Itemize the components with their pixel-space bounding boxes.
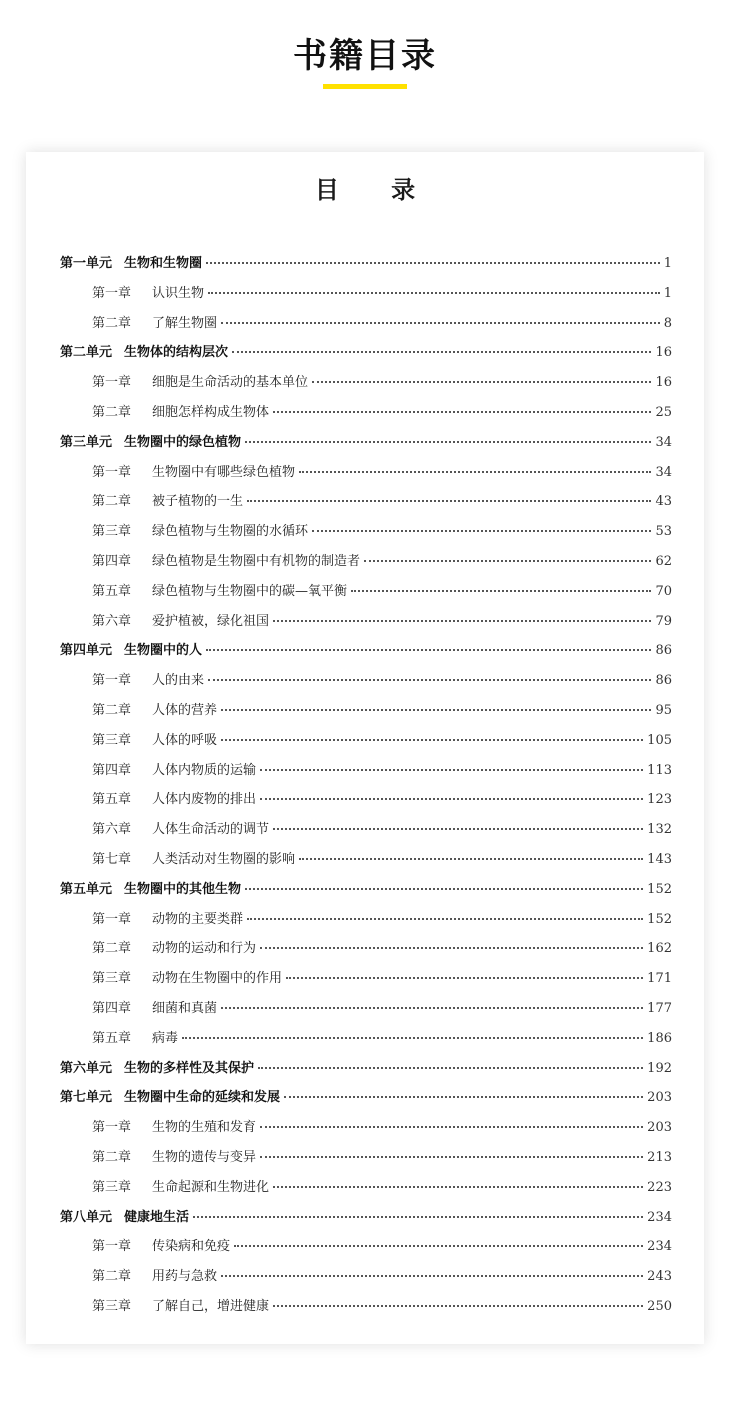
- toc-page-number: 171: [647, 971, 672, 987]
- toc-entry-title: 被子植物的一生: [152, 494, 244, 510]
- toc-unit-row: [60, 341, 672, 371]
- toc-entry-number: 第五单元: [60, 881, 113, 897]
- dot-leader: [245, 888, 643, 890]
- toc-page-number: 223: [647, 1179, 672, 1195]
- dot-leader: [206, 649, 651, 651]
- toc-entry-title: 人体生命活动的调节: [152, 822, 270, 838]
- toc-entry-number: 第四单元: [60, 643, 113, 659]
- toc-chapter-row: [60, 848, 672, 878]
- dot-leader: [193, 1216, 643, 1218]
- toc-page-number: 250: [647, 1298, 672, 1314]
- toc-page-number: 203: [647, 1090, 672, 1106]
- dot-leader: [364, 560, 651, 562]
- dot-leader: [221, 739, 643, 741]
- dot-leader: [273, 1186, 643, 1188]
- title-underline: [323, 84, 407, 89]
- toc-entry-title: 生物圈中有哪些绿色植物: [152, 464, 296, 480]
- dot-leader: [273, 1305, 643, 1307]
- toc-chapter-row: [60, 1146, 672, 1176]
- toc-entry-number: 第一章: [92, 1120, 132, 1136]
- toc-page-number: 1: [663, 256, 672, 271]
- toc-chapter-row: [60, 759, 672, 789]
- toc-page-number: 243: [647, 1269, 672, 1285]
- toc-entry-title: 动物的运动和行为: [152, 941, 257, 957]
- toc-entry-number: 第二单元: [60, 345, 113, 361]
- toc-page-number: 1: [663, 285, 672, 301]
- toc-page-number: 177: [647, 1000, 672, 1016]
- toc-page-number: 234: [647, 1239, 672, 1255]
- toc-chapter-row: [60, 312, 672, 342]
- toc-entry-title: 人的由来: [152, 673, 205, 689]
- toc-entry-number: 第七单元: [60, 1090, 113, 1106]
- dot-leader: [247, 500, 651, 502]
- toc-page-number: 86: [655, 643, 672, 659]
- toc-entry-title: 生物的多样性及其保护: [124, 1060, 255, 1076]
- toc-entry-number: 第三章: [92, 524, 132, 540]
- toc-entry-number: 第四章: [92, 553, 132, 569]
- dot-leader: [273, 411, 651, 413]
- toc-chapter-row: [60, 1265, 672, 1295]
- toc-chapter-row: [60, 1295, 672, 1325]
- dot-leader: [208, 679, 651, 681]
- toc-entry-number: 第四章: [92, 1000, 132, 1016]
- toc-entry-title: 生命起源和生物进化: [152, 1179, 270, 1195]
- toc-page-number: 162: [647, 941, 672, 957]
- toc-page-number: 143: [647, 851, 672, 867]
- toc-unit-row: [60, 1206, 672, 1236]
- toc-chapter-row: [60, 818, 672, 848]
- toc-page-number: 132: [647, 822, 672, 838]
- toc-entry-number: 第七章: [92, 851, 132, 867]
- toc-page-number: 213: [647, 1149, 672, 1165]
- toc-entry-number: 第一章: [92, 673, 132, 689]
- toc-entry-title: 生物的生殖和发育: [152, 1120, 257, 1136]
- toc-page-number: 16: [655, 345, 672, 361]
- toc-entry-title: 用药与急救: [152, 1269, 218, 1285]
- toc-unit-row: [60, 639, 672, 669]
- toc-page-number: 25: [655, 404, 672, 420]
- toc-entry-number: 第一章: [92, 375, 132, 391]
- toc-entry-title: 生物和生物圈: [124, 256, 203, 271]
- toc-entry-number: 第八单元: [60, 1209, 113, 1225]
- dot-leader: [299, 858, 643, 860]
- toc-page-number: 203: [647, 1120, 672, 1136]
- toc-unit-row: [60, 878, 672, 908]
- toc-entry-title: 爱护植被，绿化祖国: [152, 613, 270, 629]
- toc-chapter-row: [60, 520, 672, 550]
- toc-entry-title: 传染病和免疫: [152, 1239, 231, 1255]
- toc-entry-title: 健康地生活: [124, 1209, 190, 1225]
- toc-entry-number: 第一章: [92, 285, 132, 301]
- toc-chapter-row: [60, 610, 672, 640]
- toc-page-number: 16: [655, 375, 672, 391]
- toc-entry-title: 了解自己，增进健康: [152, 1298, 270, 1314]
- toc-entry-number: 第三章: [92, 971, 132, 987]
- toc-entry-number: 第三章: [92, 732, 132, 748]
- dot-leader: [260, 947, 643, 949]
- toc-unit-row: [60, 252, 672, 282]
- toc-entry-title: 动物的主要类群: [152, 911, 244, 927]
- toc-entry-title: 生物的遗传与变异: [152, 1149, 257, 1165]
- toc-unit-row: [60, 431, 672, 461]
- toc-entry-number: 第二章: [92, 941, 132, 957]
- toc-unit-row: [60, 1057, 672, 1087]
- dot-leader: [221, 322, 660, 324]
- toc-entry-number: 第二章: [92, 702, 132, 718]
- dot-leader: [260, 798, 643, 800]
- toc-chapter-row: [60, 401, 672, 431]
- toc-page-number: 113: [647, 762, 672, 778]
- toc-chapter-row: [60, 1027, 672, 1057]
- toc-page-number: 53: [655, 524, 672, 540]
- dot-leader: [351, 590, 651, 592]
- toc-chapter-row: [60, 371, 672, 401]
- toc-chapter-row: [60, 461, 672, 491]
- toc-page-number: 86: [655, 673, 672, 689]
- dot-leader: [260, 1156, 643, 1158]
- toc-entry-number: 第二章: [92, 404, 132, 420]
- toc-page-number: 234: [647, 1209, 672, 1225]
- toc-entry-number: 第六章: [92, 613, 132, 629]
- toc-page-number: 62: [655, 553, 672, 569]
- dot-leader: [258, 1067, 643, 1069]
- toc-chapter-row: [60, 729, 672, 759]
- toc-entry-title: 生物圈中的其他生物: [124, 881, 242, 897]
- dot-leader: [286, 977, 643, 979]
- toc-entry-title: 生物圈中生命的延续和发展: [124, 1090, 281, 1106]
- dot-leader: [232, 351, 651, 353]
- toc-page-number: 152: [647, 911, 672, 927]
- toc-chapter-row: [60, 669, 672, 699]
- toc-entry-title: 动物在生物圈中的作用: [152, 971, 283, 987]
- toc-page-number: 95: [655, 702, 672, 718]
- toc-entry-title: 生物体的结构层次: [124, 345, 229, 361]
- toc-chapter-row: [60, 550, 672, 580]
- toc-entry-number: 第三单元: [60, 434, 113, 450]
- dot-leader: [284, 1096, 643, 1098]
- dot-leader: [221, 709, 651, 711]
- toc-entry-title: 绿色植物与生物圈的水循环: [152, 524, 309, 540]
- dot-leader: [221, 1007, 643, 1009]
- toc-entry-number: 第二章: [92, 494, 132, 510]
- toc-page-number: 105: [647, 732, 672, 748]
- toc-entry-title: 人体内物质的运输: [152, 762, 257, 778]
- toc-entry-title: 认识生物: [152, 285, 205, 301]
- toc-entry-number: 第二章: [92, 315, 132, 331]
- toc-page-number: 70: [655, 583, 672, 599]
- dot-leader: [208, 292, 660, 294]
- toc-chapter-row: [60, 1176, 672, 1206]
- toc-entry-title: 细菌和真菌: [152, 1000, 218, 1016]
- toc-heading: 目 录: [314, 175, 438, 204]
- toc-list: [60, 252, 672, 1325]
- dot-leader: [299, 471, 651, 473]
- dot-leader: [182, 1037, 643, 1039]
- toc-page-number: 192: [647, 1060, 672, 1076]
- toc-chapter-row: [60, 282, 672, 312]
- dot-leader: [273, 828, 643, 830]
- toc-entry-number: 第五章: [92, 1030, 132, 1046]
- toc-entry-title: 人体的呼吸: [152, 732, 218, 748]
- toc-entry-title: 人类活动对生物圈的影响: [152, 851, 296, 867]
- toc-entry-number: 第三章: [92, 1179, 132, 1195]
- toc-entry-number: 第一章: [92, 464, 132, 480]
- toc-chapter-row: [60, 908, 672, 938]
- toc-page-number: 43: [655, 494, 672, 510]
- dot-leader: [260, 1126, 643, 1128]
- toc-entry-number: 第三章: [92, 1298, 132, 1314]
- toc-entry-number: 第一单元: [60, 256, 113, 271]
- toc-entry-number: 第五章: [92, 792, 132, 808]
- toc-entry-title: 绿色植物是生物圈中有机物的制造者: [152, 553, 361, 569]
- toc-entry-number: 第二章: [92, 1149, 132, 1165]
- dot-leader: [312, 530, 651, 532]
- toc-entry-number: 第六单元: [60, 1060, 113, 1076]
- toc-chapter-row: [60, 699, 672, 729]
- toc-entry-number: 第一章: [92, 1239, 132, 1255]
- toc-page-number: 123: [647, 792, 672, 808]
- toc-entry-number: 第五章: [92, 583, 132, 599]
- toc-page-number: 186: [647, 1030, 672, 1046]
- toc-entry-title: 细胞是生命活动的基本单位: [152, 375, 309, 391]
- toc-entry-title: 生物圈中的人: [124, 643, 203, 659]
- toc-page-number: 34: [655, 464, 672, 480]
- toc-entry-title: 细胞怎样构成生物体: [152, 404, 270, 420]
- toc-page-number: 79: [655, 613, 672, 629]
- toc-entry-number: 第六章: [92, 822, 132, 838]
- toc-chapter-row: [60, 937, 672, 967]
- toc-chapter-row: [60, 967, 672, 997]
- toc-entry-title: 人体内废物的排出: [152, 792, 257, 808]
- dot-leader: [234, 1245, 643, 1247]
- toc-entry-title: 绿色植物与生物圈中的碳—氧平衡: [152, 583, 348, 599]
- dot-leader: [221, 1275, 643, 1277]
- dot-leader: [312, 381, 651, 383]
- dot-leader: [260, 769, 643, 771]
- toc-chapter-row: [60, 490, 672, 520]
- dot-leader: [247, 918, 643, 920]
- toc-page-number: 34: [655, 434, 672, 450]
- toc-chapter-row: [60, 788, 672, 818]
- toc-entry-number: 第一章: [92, 911, 132, 927]
- dot-leader: [206, 262, 660, 264]
- toc-entry-number: 第二章: [92, 1269, 132, 1285]
- toc-unit-row: [60, 1086, 672, 1116]
- toc-chapter-row: [60, 997, 672, 1027]
- page-title: 书籍目录: [293, 36, 437, 76]
- toc-page-number: 152: [647, 881, 672, 897]
- toc-entry-title: 人体的营养: [152, 702, 218, 718]
- toc-chapter-row: [60, 1235, 672, 1265]
- toc-page-number: 8: [663, 315, 672, 331]
- dot-leader: [273, 620, 651, 622]
- toc-entry-title: 了解生物圈: [152, 315, 218, 331]
- dot-leader: [245, 441, 651, 443]
- toc-chapter-row: [60, 580, 672, 610]
- toc-entry-title: 病毒: [152, 1030, 179, 1046]
- toc-entry-number: 第四章: [92, 762, 132, 778]
- toc-chapter-row: [60, 1116, 672, 1146]
- toc-entry-title: 生物圈中的绿色植物: [124, 434, 242, 450]
